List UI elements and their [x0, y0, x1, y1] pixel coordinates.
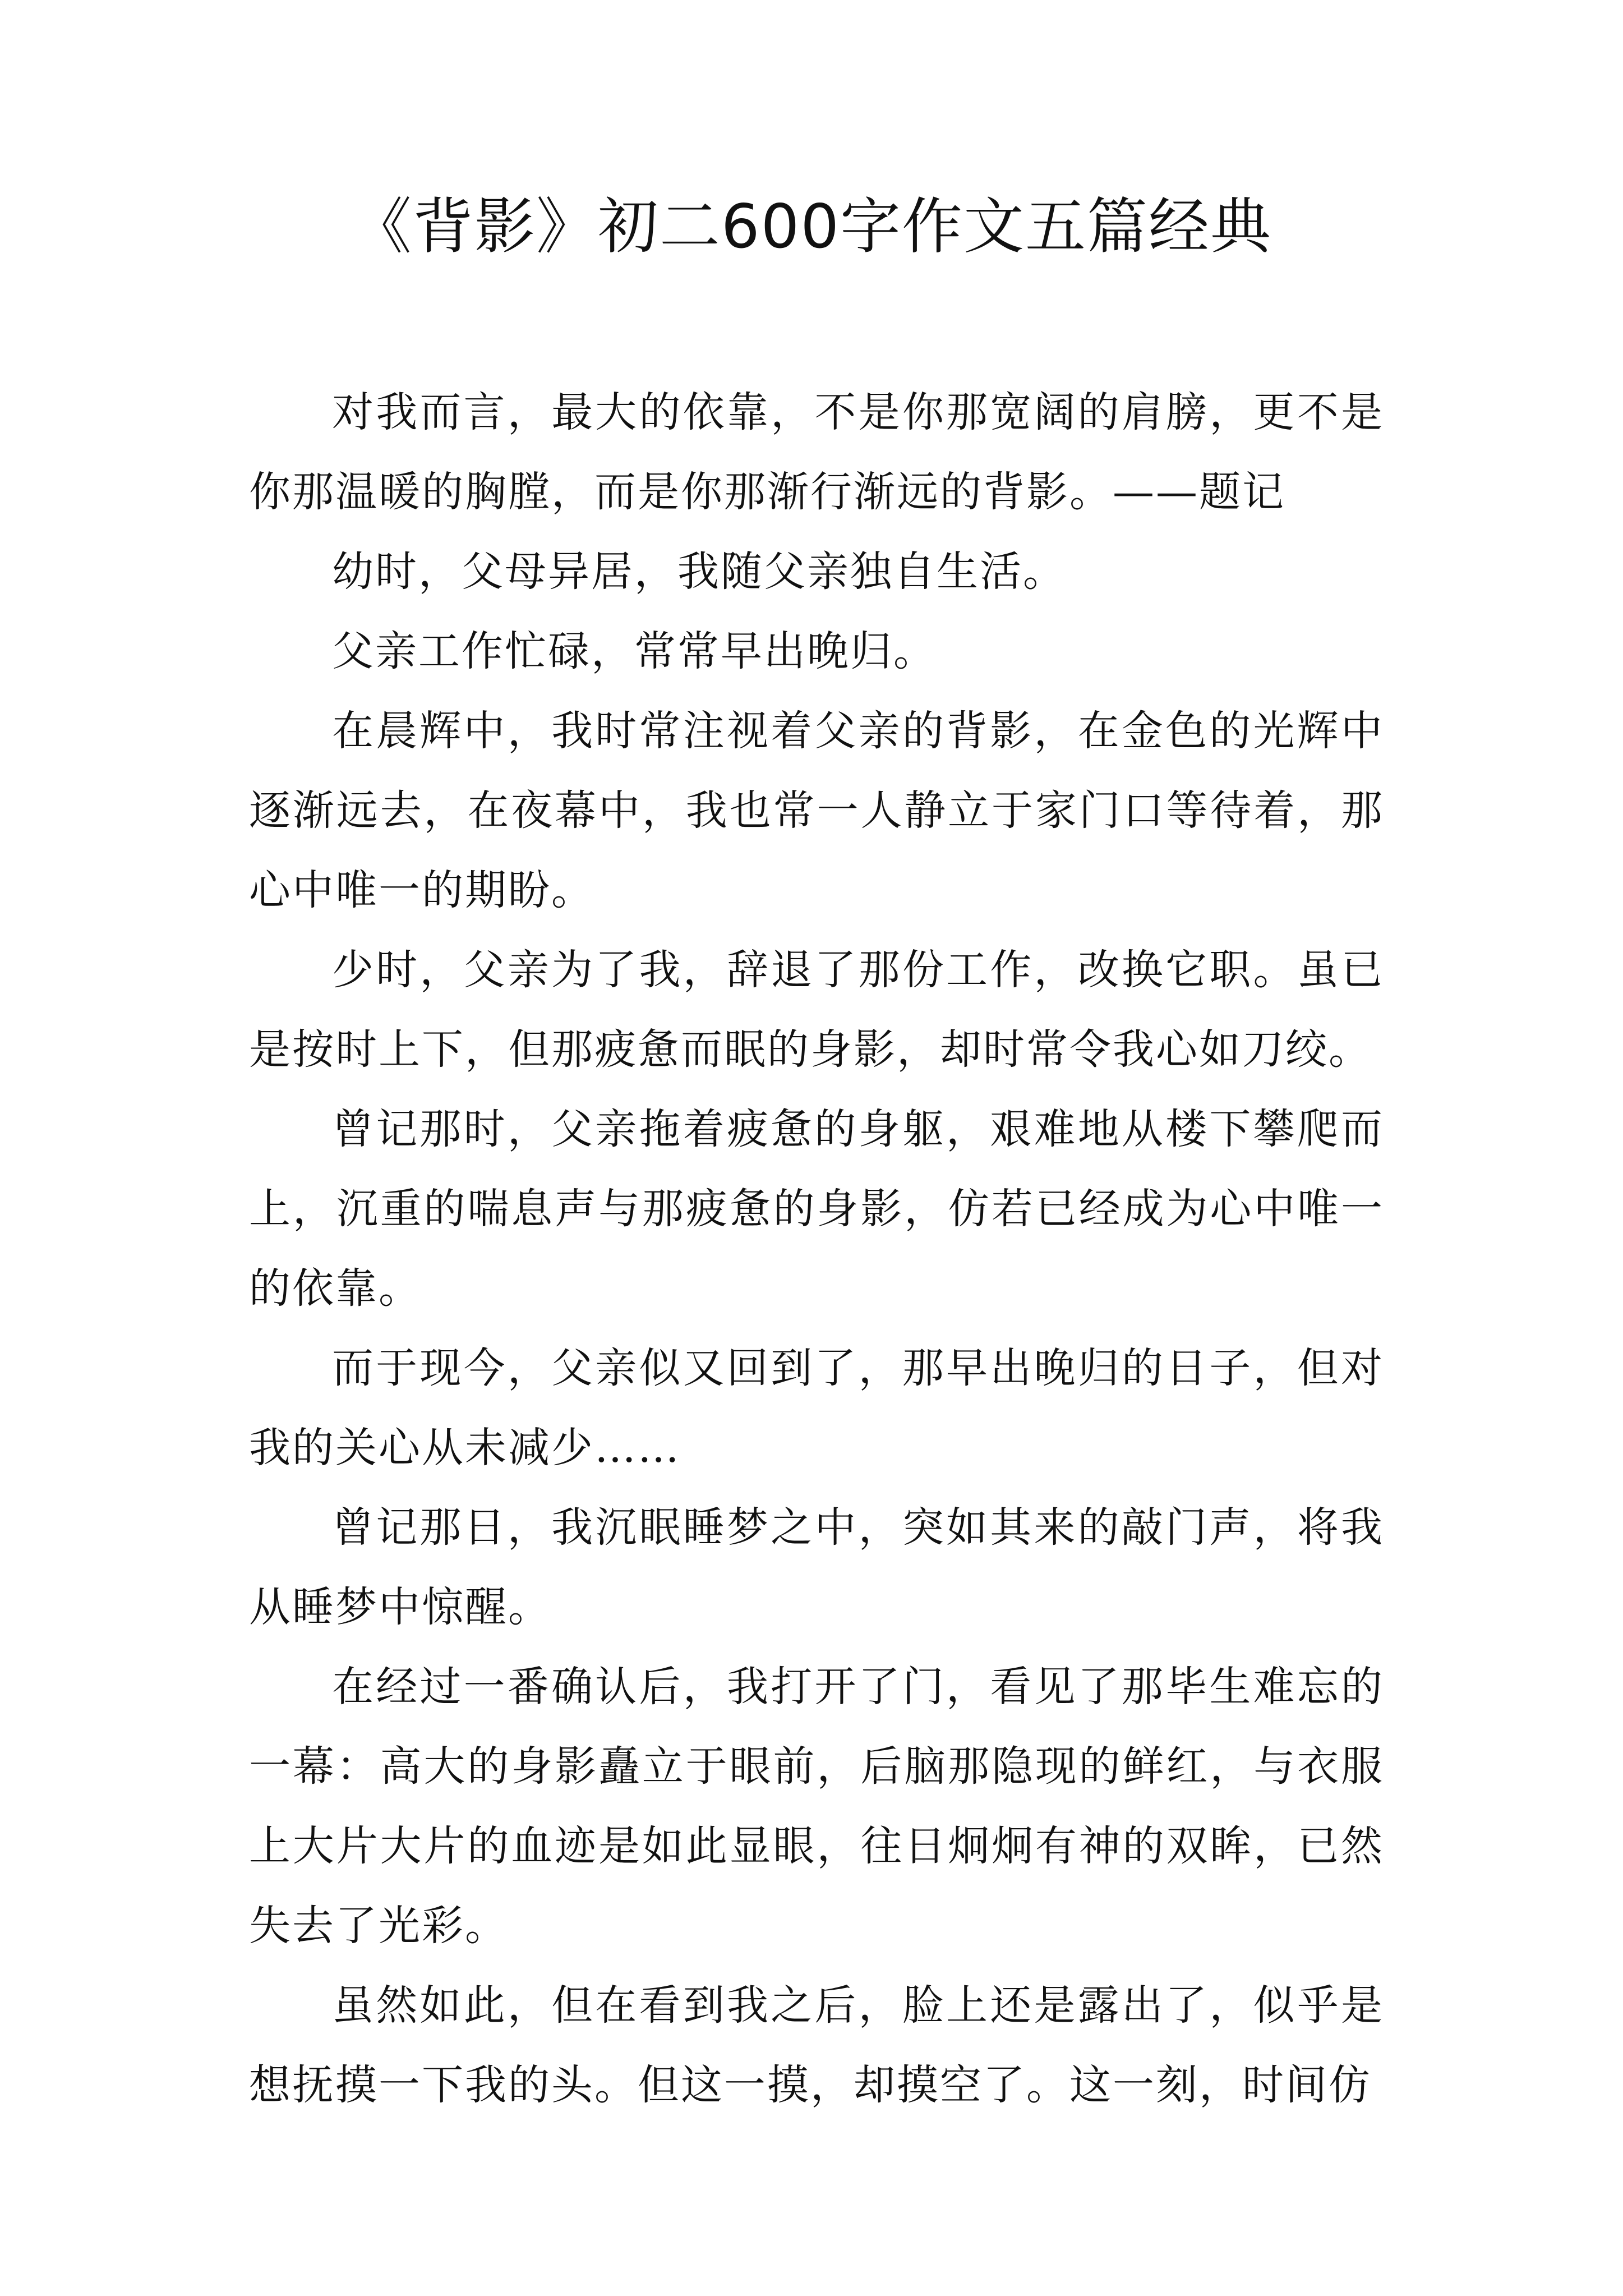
paragraph: 在经过一番确认后，我打开了门，看见了那毕生难忘的一幕：高大的身影矗立于眼前，后脑那隐现的鲜红，与衣服上大片大片的血迹是如此显眼，往日炯炯有神的双眸，已然失去了光彩。 — [249, 1663, 1384, 1950]
document-body — [249, 372, 1384, 2125]
paragraph: 曾记那日，我沉眠睡梦之中，突如其来的敲门声，将我从睡梦中惊醒。 — [249, 1503, 1384, 1631]
paragraph: 对我而言，最大的依靠，不是你那宽阔的肩膀，更不是你那温暖的胸膛，而是你那渐行渐远的背影。——题记 — [249, 388, 1384, 516]
paragraph: 在晨辉中，我时常注视着父亲的背影，在金色的光辉中逐渐远去，在夜幕中，我也常一人静立于家门口等待着，那心中唯一的期盼。 — [249, 707, 1384, 914]
paragraph: 幼时，父母异居，我随父亲独自生活。 — [332, 547, 1066, 596]
paragraph: 父亲工作忙碌，常常早出晚归。 — [332, 627, 937, 675]
paragraph: 虽然如此，但在看到我之后，脸上还是露出了，似乎是想抚摸一下我的头。但这一摸，却摸空了。这一刻，时间仿 — [249, 1981, 1384, 2109]
paragraph: 少时，父亲为了我，辞退了那份工作，改换它职。虽已是按时上下，但那疲惫而眠的身影，却时常令我心如刀绞。 — [249, 946, 1384, 1074]
paragraph: 而于现今，父亲似又回到了，那早出晚归的日子，但对我的关心从未减少…… — [249, 1344, 1384, 1472]
paragraph: 曾记那时，父亲拖着疲惫的身躯，艰难地从楼下攀爬而上，沉重的喘息声与那疲惫的身影，仿若已经成为心中唯一的依靠。 — [249, 1105, 1384, 1313]
document-title: 《背影》初二600字作文五篇经典 — [351, 192, 1272, 262]
